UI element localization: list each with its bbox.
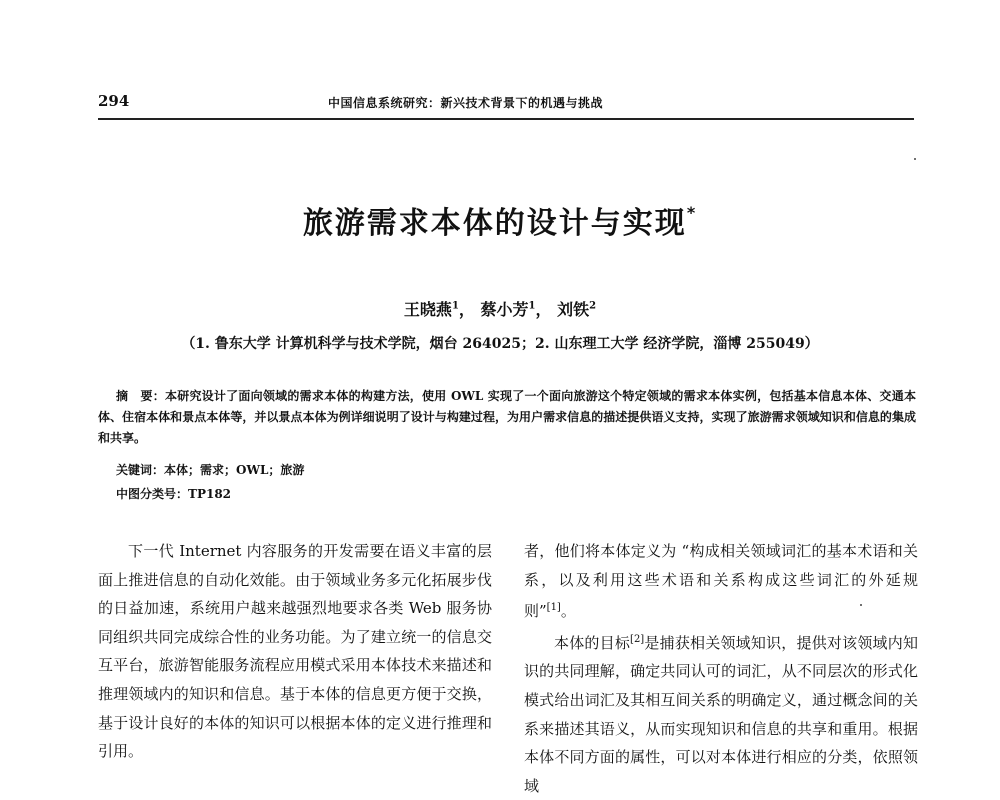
keywords-label: 关键词： [116, 463, 165, 477]
article-title [0, 198, 1000, 242]
paragraph-text: 。 [560, 602, 576, 621]
paragraph-text: 是捕获相关领域知识，提供对该领域内知识的共同理解，确定共同认可的词汇，从不同层次的形式化模式给出词汇及其相互间关系的明确定义，通过概念间的关系来描述其语义，从而实现知识和信息的共享和重用。根据本体不同方面的属性，可以对本体进行相应的分类，依照领域 [524, 633, 918, 795]
citation-ref: [1] [546, 602, 561, 614]
citation-ref: [2] [630, 633, 645, 645]
keywords-text: 本体；需求；OWL；旅游 [164, 463, 305, 477]
body-paragraph [524, 626, 918, 800]
classification-number [116, 485, 231, 502]
author-separator: ， [535, 300, 552, 319]
author-line [0, 297, 1000, 320]
classification-label: 中图分类号： [116, 487, 189, 501]
author-separator: ， [458, 300, 475, 319]
affiliations: （1. 鲁东大学 计算机科学与技术学院，烟台 264025；2. 山东理工大学 经济学院，淄博 255049） [181, 336, 819, 352]
title-text: 旅游需求本体的设计与实现 [302, 206, 687, 241]
title-footnote-mark: * [686, 203, 698, 222]
author-name: 刘铁 [557, 300, 590, 319]
paragraph-text: 本体的目标 [554, 633, 631, 652]
paragraph-text: 者，他们将本体定义为 “构成相关领域词汇的基本术语和关系，以及利用这些术语和关系构成这些词汇的外延规则” [524, 542, 918, 621]
running-title: 中国信息系统研究：新兴技术背景下的机遇与挑战 [328, 96, 604, 110]
page-header [98, 88, 914, 120]
abstract-label: 摘 要： [116, 389, 165, 403]
body-column-right [524, 537, 918, 800]
page-number: 294 [98, 92, 130, 110]
abstract-text: 本研究设计了面向领域的需求本体的构建方法，使用 OWL 实现了一个面向旅游这个特定领域的需求本体实例，包括基本信息本体、交通本体、住宿本体和景点本体等，并以景点本体为例详细说明了设计与构建过程，为用户需求信息的描述提供语义支持，实现了旅游需求领域知识和信息的集成和共享。 [98, 389, 916, 445]
body-column-left [98, 537, 492, 766]
author-name: 王晓燕 [403, 300, 452, 319]
body-paragraph [524, 537, 918, 626]
author-name: 蔡小芳 [480, 300, 529, 319]
author-affiliation-mark: 1 [528, 300, 536, 312]
keywords [116, 461, 304, 478]
author-affiliation-mark: 2 [589, 300, 597, 312]
abstract [98, 386, 916, 449]
classification-text: TP182 [188, 487, 232, 501]
scan-speck [914, 158, 916, 160]
body-paragraph: 下一代 Internet 内容服务的开发需要在语义丰富的层面上推进信息的自动化效能。由于领域业务多元化拓展步伐的日益加速，系统用户越来越强烈地要求各类 Web 服务协同组织共同完成综合性的业务功能。为了建立统一的信息交互平台，旅游智能服务流程应用模式采用本体技术来描述和推理领域内的知识和信息。基于本体的信息更方便于交换，基于设计良好的本体的知识可以根据本体的定义进行推理和引用。 [98, 542, 492, 761]
author-affiliation-mark: 1 [451, 300, 459, 312]
scan-speck [860, 604, 862, 606]
